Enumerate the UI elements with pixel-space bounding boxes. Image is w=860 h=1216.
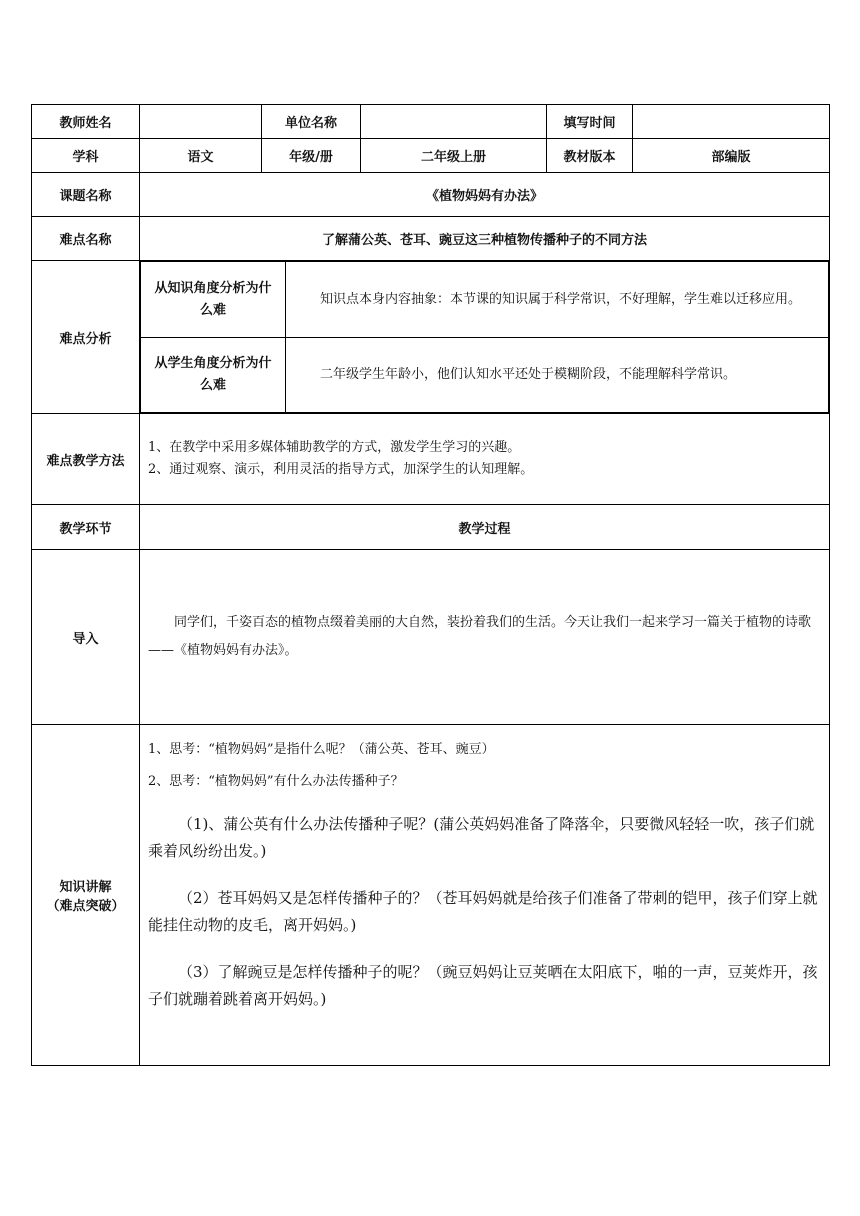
edition-label: 教材版本 (547, 139, 633, 173)
analysis-subtable (140, 261, 829, 413)
knowledge-question-1: 1、思考：“植物妈妈”是指什么呢？（蒲公英、苍耳、豌豆） (148, 742, 495, 757)
knowledge-content (140, 725, 830, 1066)
knowledge-label-line1: 知识讲解 (59, 880, 112, 895)
row-topic (32, 173, 830, 217)
teacher-name-value (140, 105, 262, 139)
row-method (32, 414, 830, 505)
subject-value: 语文 (140, 139, 262, 173)
knowledge-point-3: （3）了解豌豆是怎样传播种子的呢？（豌豆妈妈让豆荚晒在太阳底下，啪的一声，豆荚炸开，孩子们就蹦着跳着离开妈妈。) (148, 963, 818, 1008)
row-difficulty (32, 217, 830, 261)
difficulty-label: 难点名称 (32, 217, 140, 261)
method-label: 难点教学方法 (32, 414, 140, 505)
row-intro (32, 550, 830, 725)
knowledge-label (32, 725, 140, 1066)
intro-text: 同学们，千姿百态的植物点缀着美丽的大自然，装扮着我们的生活。今天让我们一起来学习一篇关于植物的诗歌——《植物妈妈有办法》。 (140, 550, 830, 725)
teacher-name-label: 教师姓名 (32, 105, 140, 139)
subject-label: 学科 (32, 139, 140, 173)
knowledge-point-2: （2）苍耳妈妈又是怎样传播种子的？（苍耳妈妈就是给孩子们准备了带刺的铠甲，孩子们穿上就能挂住动物的皮毛，离开妈妈。) (148, 889, 818, 934)
knowledge-question-2: 2、思考：“植物妈妈”有什么办法传播种子？ (148, 774, 404, 789)
analysis-knowledge-row (141, 262, 829, 338)
intro-label: 导入 (32, 550, 140, 725)
stage-column-header: 教学环节 (32, 505, 140, 550)
knowledge-point-1: （1)、蒲公英有什么办法传播种子呢？(蒲公英妈妈准备了降落伞，只要微风轻轻一吹，孩子们就乘着风纷纷出发。) (148, 815, 815, 860)
unit-value (361, 105, 547, 139)
process-column-header: 教学过程 (140, 505, 830, 550)
analysis-label: 难点分析 (32, 261, 140, 414)
analysis-student-row (141, 338, 829, 413)
fill-time-label: 填写时间 (547, 105, 633, 139)
method-item: 1、在教学中采用多媒体辅助教学的方式，激发学生学习的兴趣。 (148, 440, 521, 455)
grade-value: 二年级上册 (361, 139, 547, 173)
topic-label: 课题名称 (32, 173, 140, 217)
method-item: 2、通过观察、演示，利用灵活的指导方式，加深学生的认知理解。 (148, 462, 534, 477)
edition-value: 部编版 (633, 139, 830, 173)
knowledge-label-line2: （难点突破） (46, 899, 125, 914)
analysis-content (140, 261, 830, 414)
row-process-header (32, 505, 830, 550)
grade-label: 年级/册 (262, 139, 361, 173)
knowledge-angle-text: 知识点本身内容抽象：本节课的知识属于科学常识，不好理解，学生难以迁移应用。 (286, 262, 829, 338)
fill-time-value (633, 105, 830, 139)
difficulty-value: 了解蒲公英、苍耳、豌豆这三种植物传播种子的不同方法 (140, 217, 830, 261)
student-angle-label: 从学生角度分析为什么难 (141, 338, 286, 413)
row-knowledge (32, 725, 830, 1066)
knowledge-angle-label: 从知识角度分析为什么难 (141, 262, 286, 338)
student-angle-text: 二年级学生年龄小，他们认知水平还处于模糊阶段，不能理解科学常识。 (286, 338, 829, 413)
unit-label: 单位名称 (262, 105, 361, 139)
row-teacher-info (32, 105, 830, 139)
method-content (140, 414, 830, 505)
row-analysis (32, 261, 830, 414)
lesson-plan-table (31, 104, 830, 1066)
row-subject-info (32, 139, 830, 173)
topic-value: 《植物妈妈有办法》 (140, 173, 830, 217)
